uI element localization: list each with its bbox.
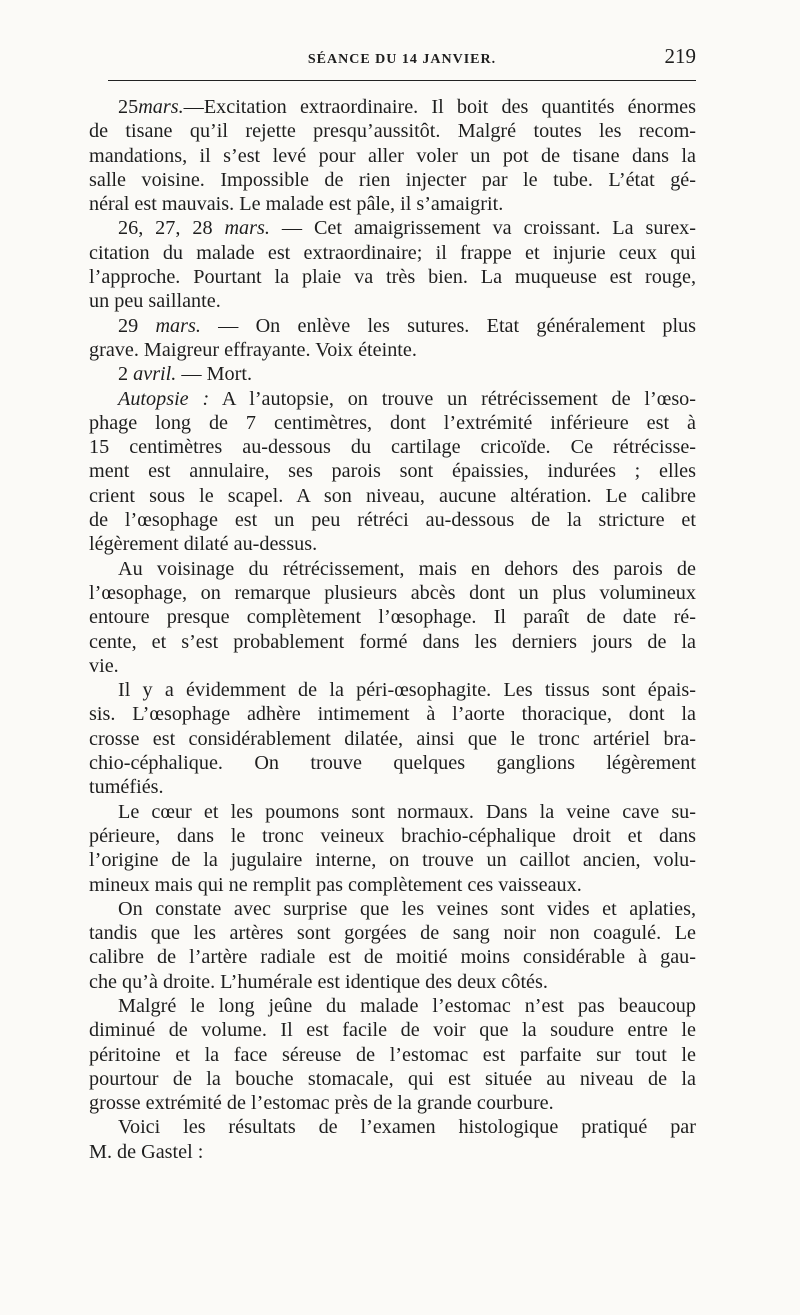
text-line: tuméfiés. (89, 776, 164, 799)
text-line: che qu’à droite. L’humérale est identique des deux côtés. (89, 970, 548, 993)
line-prefix: 25 (118, 96, 139, 118)
text-line: Voici les résultats de l’examen histologique pratiqué par (118, 1116, 696, 1139)
text-line: calibre de l’artère radiale est de moitié moins considérable à gau- (89, 946, 696, 969)
text-line (89, 95, 696, 119)
line-italic: mars. (155, 314, 201, 337)
line-prefix: 2 (118, 363, 134, 386)
text-line: vie. (89, 654, 119, 677)
running-header (108, 44, 696, 74)
text-line: Malgré le long jeûne du malade l’estomac n’est pas beaucoup (118, 994, 696, 1017)
text-line: de tisane qu’il rejette presqu’aussitôt. Malgré toutes les recom- (89, 120, 696, 143)
line-suffix: A l’autopsie, on trouve un rétrécissement de l’œso- (209, 387, 696, 410)
text-line: M. de Gastel : (89, 1140, 204, 1163)
text-line: 15 centimètres au-dessous du cartilage cricoïde. Ce rétrécisse- (89, 436, 696, 459)
text-line: mandations, il s’est levé pour aller voler un pot de tisane dans la (89, 144, 696, 167)
text-line: phage long de 7 centimètres, dont l’extrémité inférieure est à (89, 411, 696, 434)
text-line: chio-céphalique. On trouve quelques ganglions légèrement (89, 752, 696, 775)
text-line: On constate avec surprise que les veines sont vides et aplaties, (118, 897, 696, 920)
text-line: entoure presque complètement l’œsophage. Il paraît de date ré- (89, 606, 696, 629)
line-suffix: — Cet amaigrissement va croissant. La surex- (269, 217, 696, 240)
line-suffix: — On enlève les sutures. Etat généralement plus (200, 314, 697, 337)
line-suffix: —Excitation extraordinaire. Il boit des quantités énormes (183, 96, 696, 118)
text-line: péritoine et la face séreuse de l’estomac est parfaite sur tout le (89, 1043, 696, 1066)
text-line: diminué de volume. Il est facile de voir que la soudure entre le (89, 1019, 696, 1042)
text-line: Il y a évidemment de la péri-œsophagite. Les tissus sont épais- (118, 679, 696, 702)
text-line: ment est annulaire, ses parois sont épaissies, indurées ; elles (89, 460, 696, 483)
line-italic: mars. (138, 96, 184, 118)
text-line: néral est mauvais. Le malade est pâle, il s’amaigrit. (89, 193, 504, 216)
line-italic: mars. (224, 217, 270, 240)
page-number: 219 (664, 44, 696, 68)
header-title: SÉANCE DU 14 JANVIER. (307, 52, 497, 67)
text-line: sis. L’œsophage adhère intimement à l’aorte thoracique, dont la (89, 703, 696, 726)
text-line: Le cœur et les poumons sont normaux. Dans la veine cave su- (118, 800, 696, 823)
text-line: grave. Maigreur effrayante. Voix éteinte. (89, 338, 417, 361)
line-prefix: 29 (118, 314, 156, 337)
text-line: légèrement dilaté au-dessus. (89, 533, 318, 556)
text-line (89, 387, 696, 411)
text-line: un peu saillante. (89, 290, 221, 313)
text-line: cente, et s’est probablement formé dans les derniers jours de la (89, 630, 696, 653)
text-line (89, 216, 696, 240)
text-line: l’œsophage, on remarque plusieurs abcès dont un plus volumineux (89, 581, 696, 604)
line-italic: avril. (133, 363, 177, 386)
line-prefix: 26, 27, 28 (118, 217, 225, 240)
text-line: salle voisine. Impossible de rien injecter par le tube. L’état gé- (89, 168, 696, 191)
body-text (89, 95, 696, 1164)
text-line: tandis que les artères sont gorgées de sang noir non coagulé. Le (89, 922, 696, 945)
text-line (89, 362, 696, 386)
text-line: crosse est considérablement dilatée, ainsi que le tronc artériel bra- (89, 727, 696, 750)
text-line: crient sous le scapel. A son niveau, aucune altération. Le calibre (89, 484, 696, 507)
text-line: Au voisinage du rétrécissement, mais en dehors des parois de (118, 557, 696, 580)
text-line: l’approche. Pourtant la plaie va très bien. La muqueuse est rouge, (89, 266, 696, 289)
text-line: périeure, dans le tronc veineux brachio-céphalique droit et dans (89, 824, 696, 847)
text-line: pourtour de la bouche stomacale, qui est située au niveau de la (89, 1067, 696, 1090)
header-rule (108, 80, 696, 81)
text-line: grosse extrémité de l’estomac près de la grande courbure. (89, 1092, 554, 1115)
text-line: l’origine de la jugulaire interne, on trouve un caillot ancien, volu- (89, 849, 696, 872)
text-line: citation du malade est extraordinaire; il frappe et injurie ceux qui (89, 241, 696, 264)
text-line: de l’œsophage est un peu rétréci au-dessous de la stricture et (89, 509, 696, 532)
text-line (89, 314, 696, 338)
line-suffix: — Mort. (176, 363, 253, 386)
text-line: mineux mais qui ne remplit pas complètement ces vaisseaux. (89, 873, 582, 896)
line-italic: Autopsie : (118, 387, 210, 410)
